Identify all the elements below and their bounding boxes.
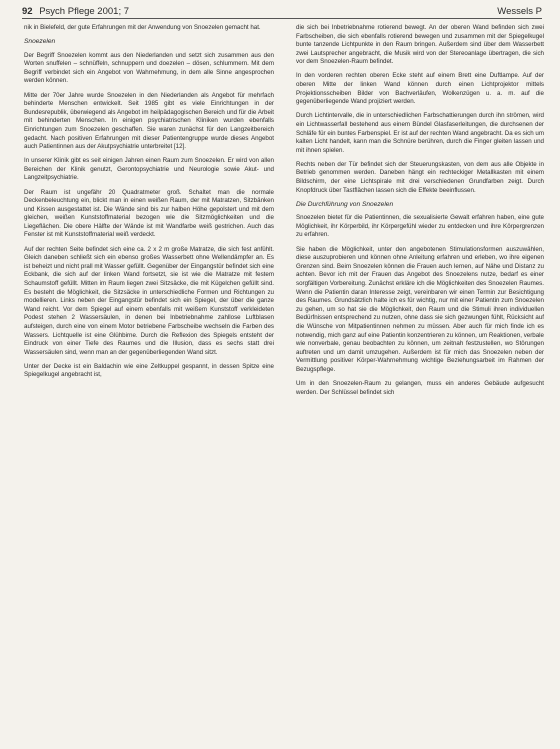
left-column [24,24,274,745]
paragraph: Sie haben die Möglichkeit, unter den angebotenen Stimulationsformen auszuwählen, diese auszuprobieren und können ohne Anleitung erfahren und erleben, wo ihre eigenen Grenzen sind. Beim Snoezelen können die Frauen auch lernen, auf Nähe und Distanz zu achten. Bevor ich mit der Frauen das Angebot des Snoezelens nutze, bedarf es einer sorgfältigen Vorbereitung. Zunächst erkläre ich die Möglichkeiten des Snoezelen Raumes. Wenn die Patientin daran Interesse zeigt, vereinbaren wir einen Termin zur Besichtigung des Raumes. Grundsätzlich halte ich es für wichtig, nur mit einer Patientin zum Snoezelen zu gehen, um so hat sie die Möglichkeit, den Raum und die Stimuli ihren individuellen Bedürfnissen entsprechend zu nutzen, ohne dass sie sich gezwungen fühlt, Rücksicht auf die Wünsche von Mitpatientinnen nehmen zu müssen. Aber auch für mich finde ich es notwendig, mich ganz auf eine Patientin konzentrieren zu können, um Reaktionen, verbale wie nonverbale, genau beobachten zu können, um zeitnah festzustellen, wo Störungen auftreten und um damit umzugehen. Außerdem ist für mich das Snoezelen neben der Vermittlung positiver Körper-Wahrnehmung wichtige Beziehungsarbeit im Rahmen der Bezugspflege. [296,245,544,373]
header-rule [22,18,542,19]
paragraph: Der Begriff Snoezelen kommt aus den Niederlanden und setzt sich zusammen aus den Worten snuffelen – schnüffeln, schnuppern und doezelen – dösen, schlummern. Mit dem Begriff verbindet sich ein Angebot von Wahrnehmung, in dem alle Sinne angesprochen werden können. [24,51,274,85]
journal-citation: Psych Pflege 2001; 7 [39,5,130,17]
page-header [22,4,542,18]
page-number: 92 [22,5,33,17]
section-heading: Snoezelen [24,38,56,46]
author-name: Wessels P [497,5,542,17]
paragraph: die sich bei Inbetriebnahme rotierend bewegt. An der oberen Wand befinden sich zwei Farbscheiben, die sich ebenfalls rotierend bewegen und zusammen mit der Spiegelkugel bunte tanzende Lichtpunkte in den Raum bringen. Außerdem sind über dem Wasserbett zwei Lautsprecher angebracht, die Musik wird von der Stereoanlage übertragen, die sich vor dem Snoezelen-Raum befindet. [296,24,544,66]
paragraph: Unter der Decke ist ein Baldachin wie eine Zeltkuppel gespannt, in dessen Spitze eine Spiegelkugel angebracht ist, [24,362,274,379]
paragraph: In den vorderen rechten oberen Ecke steht auf einem Brett eine Duftlampe. Auf der oberen Mitte der linken Wand können durch einen Lichtprojektor mittels Projektionsscheiben Bilder von Bachverläufen, Wolkenzügen u. a. m. auf die gegenüberliegende Wand projiziert werden. [296,72,544,106]
paragraph: In unserer Klinik gibt es seit einigen Jahren einen Raum zum Snoezelen. Er wird von allen Bereichen der Klinik genutzt, Gerontopsychiatrie und Neurologie sowie Akut- und Langzeitpsychiatrie. [24,157,274,182]
paragraph: Der Raum ist ungefähr 20 Quadratmeter groß. Schaltet man die normale Deckenbeleuchtung ein, blickt man in einen weißen Raum, der mit Matratzen, Sitzbänken und Kissen ausgestattet ist. Die Wände sind bis zur halben Höhe gepolstert und mit dem gleichen, weißen Kunststoffmaterial bezogen wie die Sitzmöglichkeiten und die Liegeflächen. Die obere Hälfte der Wände ist mit Wandfarbe weiß gestrichen. Auch das Fenster ist mit Kunststoffmaterial weiß verdeckt. [24,188,274,239]
paragraph: Snoezelen bietet für die Patientinnen, die sexualisierte Gewalt erfahren haben, eine gute Möglichkeit, ihr Körperbild, ihr Körpergefühl wieder zu entdecken und ihre Körpergrenzen zu erfahren. [296,214,544,239]
paragraph: Mitte der 70er Jahre wurde Snoezelen in den Niederlanden als Angebot für mehrfach behinderte Menschen entwickelt. Seit 1985 gibt es viele Einrichtungen in der Bundesrepublik, überwiegend als Angebot im heilpädagogischen Bereich und für die Arbeit mit behinderten Menschen. In einigen psychiatrischen Kliniken wurden ebenfalls Einrichtungen zum Snoezelen geschaffen. Sie waren zunächst für den Langzeitbereich gedacht. Nach positiven Erfahrungen mit dieser Patientengruppe wurde dieses Angebot auch Patientinnen aus der Akutpsychiatrie unterbreitet [12]. [24,91,274,151]
paragraph: Durch Lichtintervalle, die in unterschiedlichen Farbschattierungen durch ihn strömen, wird ein Lichtwasserfall bestehend aus einem Bündel Glasfaserleitungen, die durchsenen der Schläfe für ein buntes Farbenspiel. Er ist auf der rechten Wand angebracht. Da es sich um kalten Licht handelt, kann man die Schnüre berühren, durch die Finger gleiten lassen und mit ihnen spielen. [296,112,544,154]
header-left [22,6,129,17]
paragraph: Auf der rechten Seite befindet sich eine ca. 2 x 2 m große Matratze, die sich fest anfühlt. Gleich daneben schließt sich ein ebenso großes Wasserbett ohne Wellendämpfer an. Es ist beheizt und nicht prall mit Wasser gefüllt. Gegenüber der Eingangstür befindet sich eine Eckbank, die sich auf der linken Wand fortsetzt, sie ist wie die Matratze mit festem Schaumstoff gefüllt. Mitten im Raum liegen zwei Sitzsäcke, die mit Kügelchen gefüllt sind. Es besteht die Möglichkeit, die Sitzsäcke in unterschiedliche Formen und Richtungen zu modellieren. Links neben der Eingangstür befindet sich ein Spiegel, der über die ganze Wand reicht. Vor dem Spiegel auf einem ebenfalls mit weißem Kunststoff verkleideten Podest stehen 2 Wassersäulen, in denen bei Inbetriebnahme zahllose Luftblasen aufsteigen, durch eine von einem Motor betriebene Farbscheibe wechseln die Farben des Wassers. Lichtquelle ist eine Glühbirne. Durch die Reflexion des Spiegels entsteht der Eindruck von einer Tiefe des Raumes und die Illusion, dass es sechs statt drei Wassersäulen sind, wenn man an der gegenüberliegenden Wand sitzt. [24,245,274,356]
section-heading: Die Durchführung von Snoezelen [296,200,394,208]
paragraph: nik in Bielefeld, der gute Erfahrungen mit der Anwendung von Snoezelen gemacht hat. [24,24,261,31]
paragraph: Um in den Snoezelen-Raum zu gelangen, muss ein anderes Gebäude aufgesucht werden. Der Schlüssel befindet sich [296,379,544,396]
paragraph: Rechts neben der Tür befindet sich der Steuerungskasten, von dem aus alle Objekte in Betrieb genommen werden. Daneben hängt ein rechteckiger Metallkasten mit einem Bildschirm, der eine Lichtspirale mit drei verschiedenen Grundfarben zeigt. Durch Knopfdruck über Tastflächen lassen sich die Effekte beeinflussen. [296,160,544,194]
right-column [296,24,544,745]
